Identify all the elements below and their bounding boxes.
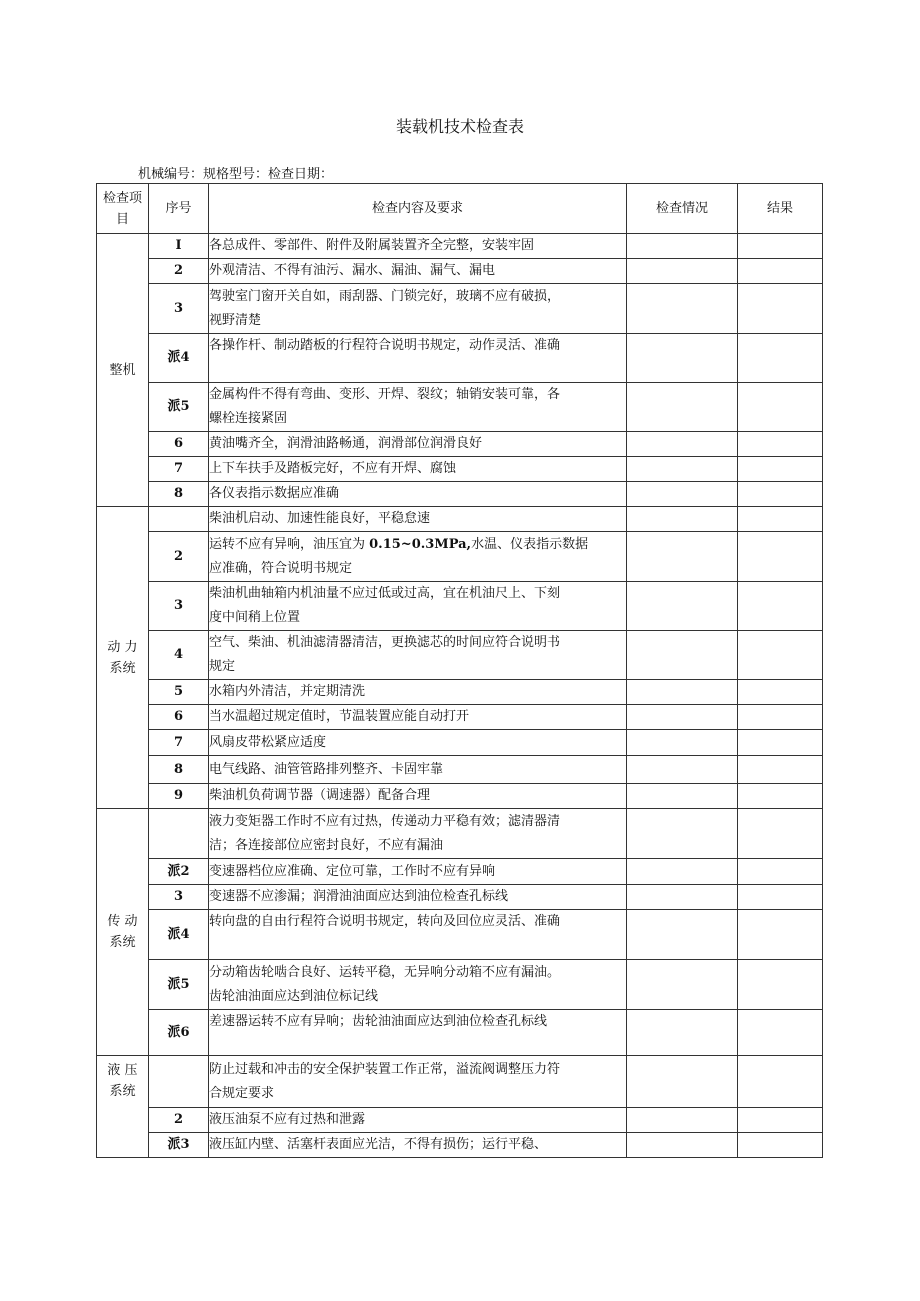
row-content: 各总成件、零部件、附件及附属装置齐全完整，安装牢固 xyxy=(209,234,627,259)
status-cell[interactable] xyxy=(627,1010,738,1056)
row-number: 6 xyxy=(149,705,209,730)
result-cell[interactable] xyxy=(738,859,823,885)
row-content: 变速器不应渗漏；润滑油油面应达到油位检查孔标线 xyxy=(209,885,627,910)
table-row xyxy=(97,859,823,885)
table-row xyxy=(97,259,823,284)
status-cell[interactable] xyxy=(627,1108,738,1133)
row-content: 柴油机曲轴箱内机油量不应过低或过高，宜在机油尺上、下刻 度中间稍上位置 xyxy=(209,582,627,631)
table-row xyxy=(97,784,823,809)
machine-info-line: 机械编号：规格型号：检查日期： xyxy=(138,167,334,182)
row-content: 运转不应有异响，油压宜为 0.15~0.3MPa,水温、仪表指示数据 应准确，符合说明书规定 xyxy=(209,532,627,582)
status-cell[interactable] xyxy=(627,457,738,482)
result-cell[interactable] xyxy=(738,532,823,582)
row-content: 各仪表指示数据应准确 xyxy=(209,482,627,507)
table-row xyxy=(97,532,823,582)
header-status: 检查情况 xyxy=(627,184,738,234)
row-number: 2 xyxy=(149,532,209,582)
header-number: 序号 xyxy=(149,184,209,234)
table-header-row xyxy=(97,184,823,234)
result-cell[interactable] xyxy=(738,259,823,284)
result-cell[interactable] xyxy=(738,334,823,383)
row-number: 派5 xyxy=(149,383,209,432)
table-row xyxy=(97,234,823,259)
status-cell[interactable] xyxy=(627,432,738,457)
section-hydraulic-system: 液 压 系统 xyxy=(97,1056,149,1158)
row-number: 9 xyxy=(149,784,209,809)
row-content: 变速器档位应准确、定位可靠，工作时不应有异响 xyxy=(209,859,627,885)
result-cell[interactable] xyxy=(738,457,823,482)
result-cell[interactable] xyxy=(738,1133,823,1158)
row-number: 2 xyxy=(149,1108,209,1133)
result-cell[interactable] xyxy=(738,482,823,507)
table-row xyxy=(97,1108,823,1133)
row-content: 电气线路、油管管路排列整齐、卡固牢靠 xyxy=(209,756,627,784)
table-row xyxy=(97,482,823,507)
row-number: I xyxy=(149,234,209,259)
row-content: 外观清洁、不得有油污、漏水、漏油、漏气、漏电 xyxy=(209,259,627,284)
status-cell[interactable] xyxy=(627,705,738,730)
table-row xyxy=(97,960,823,1010)
result-cell[interactable] xyxy=(738,705,823,730)
section-whole-machine: 整机 xyxy=(97,234,149,507)
status-cell[interactable] xyxy=(627,1133,738,1158)
row-content: 防止过载和冲击的安全保护装置工作正常，溢流阀调整压力符 合规定要求 xyxy=(209,1056,627,1108)
row-number: 6 xyxy=(149,432,209,457)
row-number xyxy=(149,507,209,532)
status-cell[interactable] xyxy=(627,859,738,885)
row-number: 3 xyxy=(149,284,209,334)
status-cell[interactable] xyxy=(627,582,738,631)
row-number: 8 xyxy=(149,756,209,784)
row-content: 差速器运转不应有异响；齿轮油油面应达到油位检查孔标线 xyxy=(209,1010,627,1056)
status-cell[interactable] xyxy=(627,885,738,910)
status-cell[interactable] xyxy=(627,730,738,756)
status-cell[interactable] xyxy=(627,532,738,582)
result-cell[interactable] xyxy=(738,680,823,705)
row-content: 柴油机负荷调节器（调速器）配备合理 xyxy=(209,784,627,809)
status-cell[interactable] xyxy=(627,284,738,334)
result-cell[interactable] xyxy=(738,809,823,859)
table-row xyxy=(97,885,823,910)
result-cell[interactable] xyxy=(738,756,823,784)
row-number: 3 xyxy=(149,582,209,631)
table-row xyxy=(97,582,823,631)
row-number: 派3 xyxy=(149,1133,209,1158)
table-row xyxy=(97,809,823,859)
row-number: 派2 xyxy=(149,859,209,885)
row-content: 液压缸内壁、活塞杆表面应光洁，不得有损伤；运行平稳、 xyxy=(209,1133,627,1158)
status-cell[interactable] xyxy=(627,1056,738,1108)
table-row xyxy=(97,507,823,532)
result-cell[interactable] xyxy=(738,234,823,259)
result-cell[interactable] xyxy=(738,1010,823,1056)
table-row xyxy=(97,631,823,680)
table-row xyxy=(97,284,823,334)
section-power-system: 动 力 系统 xyxy=(97,507,149,809)
result-cell[interactable] xyxy=(738,730,823,756)
row-number: 派4 xyxy=(149,334,209,383)
table-row xyxy=(97,1010,823,1056)
result-cell[interactable] xyxy=(738,1056,823,1108)
row-number: 派4 xyxy=(149,910,209,960)
header-content: 检查内容及要求 xyxy=(209,184,627,234)
inspection-table xyxy=(96,183,823,1158)
row-number: 派5 xyxy=(149,960,209,1010)
row-content: 上下车扶手及踏板完好，不应有开焊、腐蚀 xyxy=(209,457,627,482)
status-cell[interactable] xyxy=(627,383,738,432)
status-cell[interactable] xyxy=(627,631,738,680)
row-content: 转向盘的自由行程符合说明书规定，转向及回位应灵活、准确 xyxy=(209,910,627,960)
table-row xyxy=(97,432,823,457)
result-cell[interactable] xyxy=(738,631,823,680)
row-number: 3 xyxy=(149,885,209,910)
row-content: 空气、柴油、机油滤清器清洁，更换滤芯的时间应符合说明书 规定 xyxy=(209,631,627,680)
result-cell[interactable] xyxy=(738,582,823,631)
result-cell[interactable] xyxy=(738,432,823,457)
row-number: 7 xyxy=(149,730,209,756)
row-number: 4 xyxy=(149,631,209,680)
row-number: 7 xyxy=(149,457,209,482)
result-cell[interactable] xyxy=(738,1108,823,1133)
row-number: 5 xyxy=(149,680,209,705)
table-row xyxy=(97,1133,823,1158)
table-row xyxy=(97,1056,823,1108)
table-row xyxy=(97,756,823,784)
result-cell[interactable] xyxy=(738,885,823,910)
header-result: 结果 xyxy=(738,184,823,234)
result-cell[interactable] xyxy=(738,910,823,960)
table-row xyxy=(97,730,823,756)
row-content: 液力变矩器工作时不应有过热，传递动力平稳有效；滤清器清 洁；各连接部位应密封良好，不应有漏油 xyxy=(209,809,627,859)
status-cell[interactable] xyxy=(627,809,738,859)
table-row xyxy=(97,910,823,960)
row-number xyxy=(149,809,209,859)
row-content: 水箱内外清洁，并定期清洗 xyxy=(209,680,627,705)
result-cell[interactable] xyxy=(738,383,823,432)
page-title: 装载机技术检查表 xyxy=(395,117,524,136)
row-number: 派6 xyxy=(149,1010,209,1056)
status-cell[interactable] xyxy=(627,507,738,532)
status-cell[interactable] xyxy=(627,234,738,259)
status-cell[interactable] xyxy=(627,680,738,705)
status-cell[interactable] xyxy=(627,960,738,1010)
result-cell[interactable] xyxy=(738,284,823,334)
table-row xyxy=(97,383,823,432)
row-content: 风扇皮带松紧应适度 xyxy=(209,730,627,756)
row-number: 8 xyxy=(149,482,209,507)
status-cell[interactable] xyxy=(627,784,738,809)
status-cell[interactable] xyxy=(627,910,738,960)
row-content: 黄油嘴齐全，润滑油路畅通，润滑部位润滑良好 xyxy=(209,432,627,457)
row-content: 当水温超过规定值时，节温装置应能自动打开 xyxy=(209,705,627,730)
table-row xyxy=(97,457,823,482)
result-cell[interactable] xyxy=(738,784,823,809)
row-number xyxy=(149,1056,209,1108)
status-cell[interactable] xyxy=(627,756,738,784)
table-row xyxy=(97,705,823,730)
status-cell[interactable] xyxy=(627,259,738,284)
table-row xyxy=(97,680,823,705)
row-content: 驾驶室门窗开关自如，雨刮器、门锁完好，玻璃不应有破损， 视野清楚 xyxy=(209,284,627,334)
result-cell[interactable] xyxy=(738,507,823,532)
row-content: 各操作杆、制动踏板的行程符合说明书规定，动作灵活、准确 xyxy=(209,334,627,383)
row-number: 2 xyxy=(149,259,209,284)
result-cell[interactable] xyxy=(738,960,823,1010)
section-transmission-system: 传 动 系统 xyxy=(97,809,149,1056)
row-content: 柴油机启动、加速性能良好，平稳怠速 xyxy=(209,507,627,532)
row-content: 分动箱齿轮啮合良好、运转平稳，无异响分动箱不应有漏油。 齿轮油油面应达到油位标记线 xyxy=(209,960,627,1010)
table-row xyxy=(97,334,823,383)
row-content: 液压油泵不应有过热和泄露 xyxy=(209,1108,627,1133)
status-cell[interactable] xyxy=(627,334,738,383)
status-cell[interactable] xyxy=(627,482,738,507)
header-category: 检查项 目 xyxy=(97,184,149,234)
row-content: 金属构件不得有弯曲、变形、开焊、裂纹；轴销安装可靠，各 螺栓连接紧固 xyxy=(209,383,627,432)
